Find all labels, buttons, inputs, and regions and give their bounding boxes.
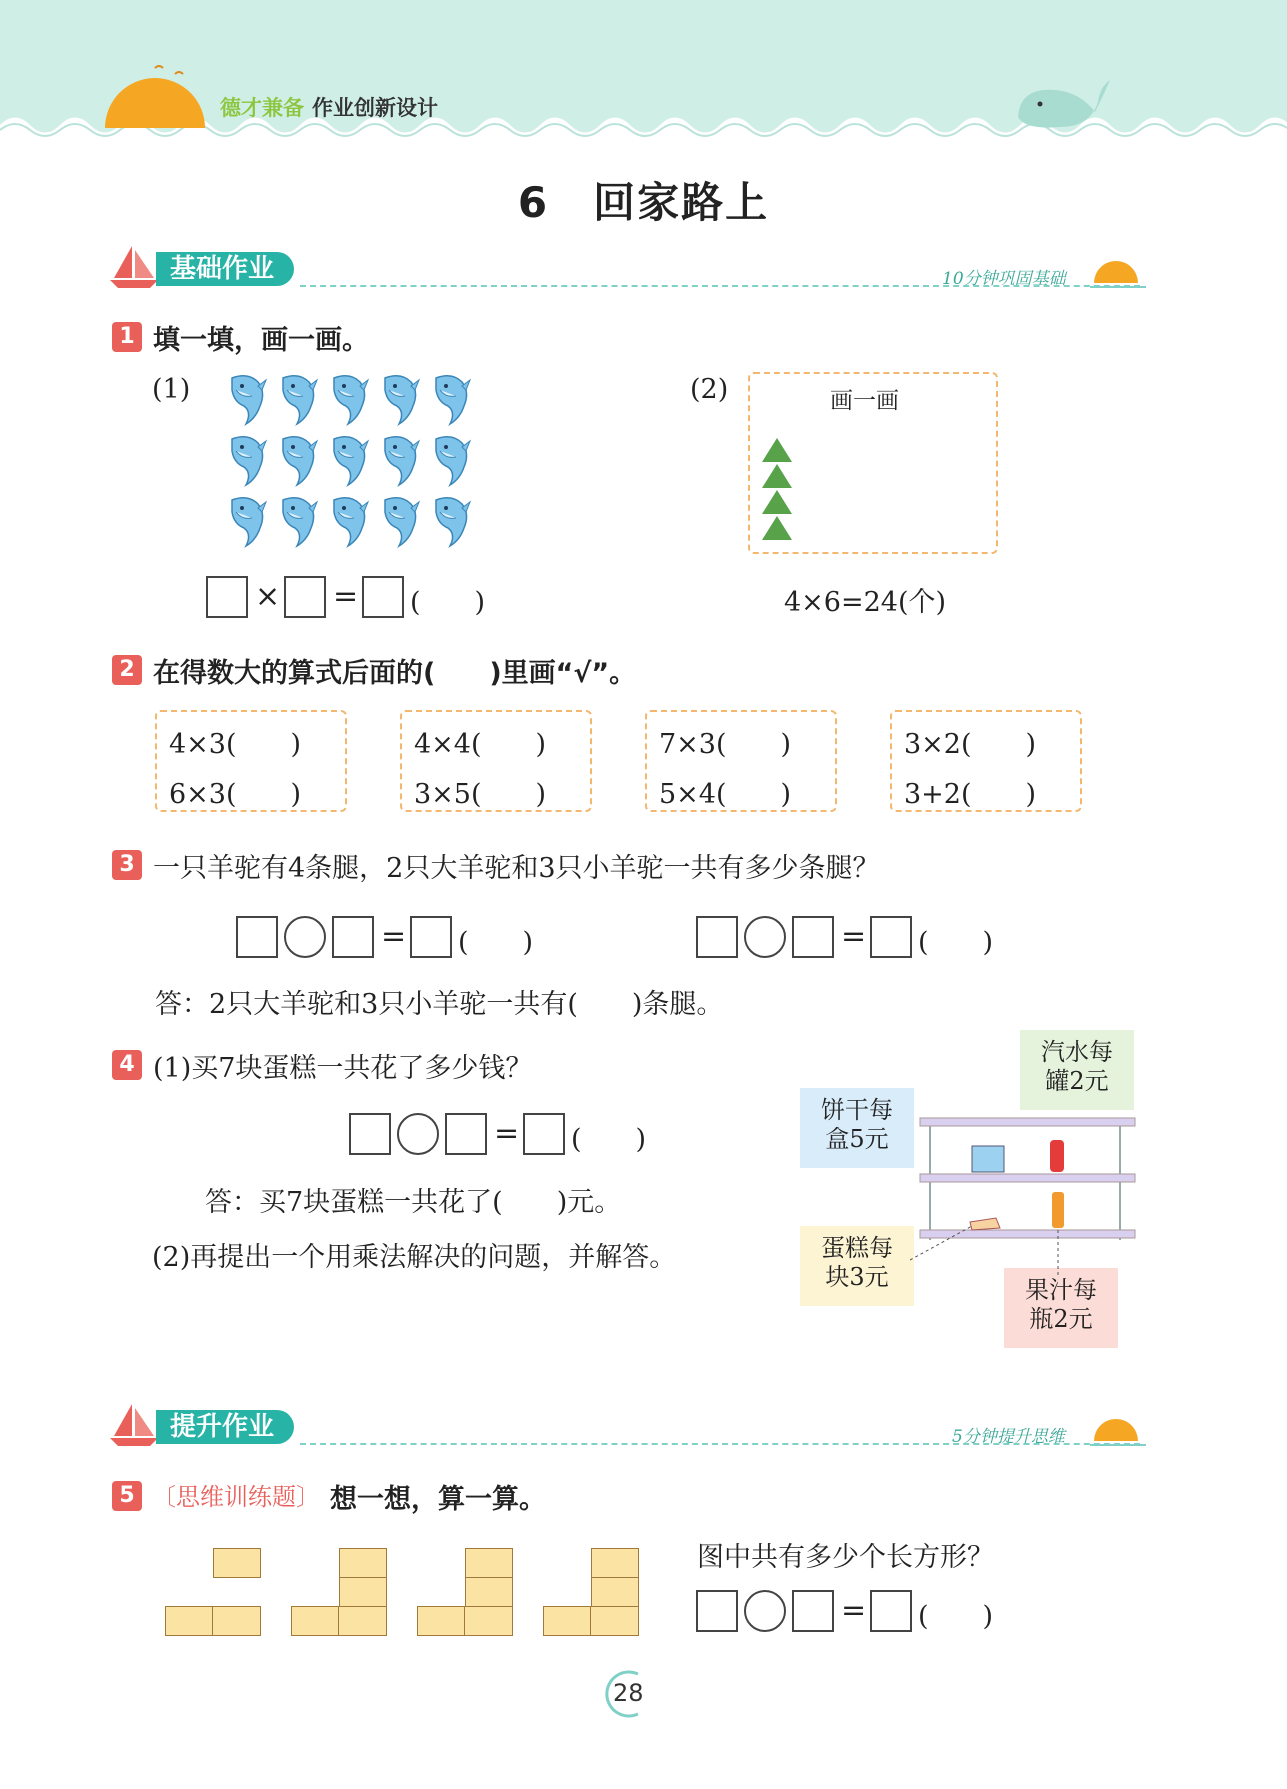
expression[interactable]: 3×2( ) bbox=[904, 729, 1037, 760]
expression[interactable]: 6×3( ) bbox=[169, 779, 302, 810]
unit-blank[interactable]: ( ) bbox=[571, 1124, 647, 1155]
rectangle bbox=[291, 1606, 339, 1636]
brand-text: 德才兼备 作业创新设计 bbox=[220, 96, 438, 120]
rectangle bbox=[339, 1548, 387, 1578]
dolphin-icon bbox=[273, 433, 319, 489]
triangle-icon bbox=[762, 464, 792, 488]
rectangle bbox=[464, 1606, 513, 1636]
answer-box[interactable] bbox=[410, 916, 452, 958]
operator-circle[interactable] bbox=[744, 1590, 786, 1632]
drawing-box[interactable] bbox=[748, 372, 998, 554]
answer-box[interactable] bbox=[362, 576, 404, 618]
rectangle bbox=[212, 1606, 261, 1636]
answer-box[interactable] bbox=[349, 1113, 391, 1155]
compare-group bbox=[645, 710, 837, 812]
times-sign: × bbox=[255, 579, 281, 614]
rectangle bbox=[213, 1548, 261, 1578]
question-text: 一只羊驼有4条腿，2只大羊驼和3只小羊驼一共有多少条腿？ bbox=[153, 853, 880, 884]
question-number: 2 bbox=[112, 655, 142, 685]
answer-box[interactable] bbox=[206, 576, 248, 618]
dolphin-icon bbox=[273, 494, 319, 550]
answer-box[interactable] bbox=[332, 916, 374, 958]
price-card-cake bbox=[800, 1226, 914, 1306]
rectangle-figure bbox=[417, 1548, 513, 1636]
section-basic-label: 基础作业 bbox=[156, 252, 294, 286]
unit-blank[interactable]: ( ) bbox=[918, 927, 994, 958]
equals-sign: = bbox=[333, 579, 359, 614]
rectangle bbox=[543, 1606, 591, 1636]
sun-icon bbox=[1090, 1411, 1146, 1451]
sub-label: (1) bbox=[152, 374, 191, 405]
answer-box[interactable] bbox=[236, 916, 278, 958]
dolphin-icon bbox=[426, 372, 472, 428]
rectangle bbox=[591, 1548, 639, 1578]
expression[interactable]: 4×3( ) bbox=[169, 729, 302, 760]
operator-circle[interactable] bbox=[744, 916, 786, 958]
card-line: 果汁每 bbox=[1025, 1276, 1097, 1304]
card-line: 瓶2元 bbox=[1029, 1305, 1093, 1333]
dolphin-icon bbox=[222, 372, 268, 428]
dolphin-icon bbox=[426, 494, 472, 550]
rectangle bbox=[465, 1548, 513, 1578]
operator-circle[interactable] bbox=[284, 916, 326, 958]
card-line: 蛋糕每 bbox=[821, 1234, 893, 1262]
dolphin-icon bbox=[324, 433, 370, 489]
dolphin-icon bbox=[324, 372, 370, 428]
question-text: 在得数大的算式后面的( )里画“√”。 bbox=[153, 658, 637, 689]
answer-box[interactable] bbox=[523, 1113, 565, 1155]
rectangle bbox=[591, 1577, 639, 1607]
expression[interactable]: 7×3( ) bbox=[659, 729, 792, 760]
dolphin-grid bbox=[222, 372, 482, 552]
expression[interactable]: 3×5( ) bbox=[414, 779, 547, 810]
sun-icon bbox=[1090, 253, 1146, 293]
sun-icon bbox=[100, 60, 210, 130]
price-card-soda bbox=[1020, 1030, 1134, 1110]
dolphin-icon bbox=[426, 433, 472, 489]
unit-blank[interactable]: ( ) bbox=[918, 1601, 994, 1632]
compare-group bbox=[890, 710, 1082, 812]
rectangle bbox=[338, 1606, 387, 1636]
section-basic-note: 10分钟巩固基础 bbox=[942, 269, 1066, 289]
expression[interactable]: 3+2( ) bbox=[904, 779, 1037, 810]
compare-group bbox=[155, 710, 347, 812]
equals-sign: = bbox=[841, 1593, 867, 1628]
price-card-juice bbox=[1004, 1268, 1118, 1348]
answer-box[interactable] bbox=[696, 916, 738, 958]
rectangle bbox=[339, 1577, 387, 1607]
draw-title: 画一画 bbox=[830, 388, 899, 414]
page-number: 28 bbox=[613, 1679, 644, 1707]
answer-box[interactable] bbox=[696, 1590, 738, 1632]
answer-box[interactable] bbox=[870, 1590, 912, 1632]
shelf-illustration bbox=[910, 1110, 1140, 1280]
dolphin-icon bbox=[375, 433, 421, 489]
question-number: 3 bbox=[112, 850, 142, 880]
triangle-icon bbox=[762, 516, 792, 540]
rectangle bbox=[590, 1606, 639, 1636]
section-advanced-label: 提升作业 bbox=[156, 1410, 294, 1444]
compare-group bbox=[400, 710, 592, 812]
card-line: 块3元 bbox=[825, 1263, 889, 1291]
dolphin-icon bbox=[273, 372, 319, 428]
question-number: 5 bbox=[112, 1481, 142, 1511]
card-line: 罐2元 bbox=[1045, 1067, 1109, 1095]
sailboat-icon bbox=[110, 244, 160, 288]
unit-blank[interactable]: ( ) bbox=[410, 587, 486, 618]
rectangle-figure bbox=[291, 1548, 387, 1636]
answer-box[interactable] bbox=[445, 1113, 487, 1155]
equals-sign: = bbox=[381, 919, 407, 954]
rectangle-figure bbox=[543, 1548, 639, 1636]
rectangle bbox=[417, 1606, 465, 1636]
sailboat-icon bbox=[110, 1402, 160, 1446]
answer-box[interactable] bbox=[792, 1590, 834, 1632]
card-line: 饼干每 bbox=[821, 1096, 893, 1124]
equals-sign: = bbox=[494, 1116, 520, 1151]
whale-icon bbox=[1010, 72, 1120, 132]
triangle-icon bbox=[762, 438, 792, 462]
section-advanced-note: 5分钟提升思维 bbox=[952, 1427, 1065, 1447]
price-card-biscuit bbox=[800, 1088, 914, 1168]
question-text: 填一填，画一画。 bbox=[153, 325, 369, 356]
dolphin-icon bbox=[375, 494, 421, 550]
dolphin-icon bbox=[324, 494, 370, 550]
card-line: 盒5元 bbox=[825, 1125, 889, 1153]
equals-sign: = bbox=[841, 919, 867, 954]
dolphin-icon bbox=[222, 494, 268, 550]
answer-line: 答：买7块蛋糕一共花了( )元。 bbox=[205, 1187, 622, 1218]
triangle-icon bbox=[762, 490, 792, 514]
question-text: (2)再提出一个用乘法解决的问题，并解答。 bbox=[152, 1242, 677, 1273]
question-text: (1)买7块蛋糕一共花了多少钱？ bbox=[153, 1053, 533, 1084]
answer-line: 答：2只大羊驼和3只小羊驼一共有( )条腿。 bbox=[155, 989, 724, 1020]
operator-circle[interactable] bbox=[397, 1113, 439, 1155]
rectangle bbox=[465, 1577, 513, 1607]
question-number: 4 bbox=[112, 1050, 142, 1080]
answer-box[interactable] bbox=[284, 576, 326, 618]
question-text: 想一想，算一算。 bbox=[330, 1484, 546, 1515]
dolphin-icon bbox=[375, 372, 421, 428]
sub-label: (2) bbox=[690, 374, 729, 405]
question-number: 1 bbox=[112, 322, 142, 352]
equation-text: 4×6=24(个) bbox=[784, 587, 947, 618]
dolphin-icon bbox=[222, 433, 268, 489]
question-tag: 〔思维训练题〕 bbox=[152, 1483, 320, 1511]
page-header-band bbox=[0, 0, 1287, 150]
answer-box[interactable] bbox=[792, 916, 834, 958]
expression[interactable]: 4×4( ) bbox=[414, 729, 547, 760]
expression[interactable]: 5×4( ) bbox=[659, 779, 792, 810]
question-text: 图中共有多少个长方形？ bbox=[697, 1542, 994, 1573]
unit-blank[interactable]: ( ) bbox=[458, 927, 534, 958]
answer-box[interactable] bbox=[870, 916, 912, 958]
rectangle bbox=[165, 1606, 213, 1636]
rectangle-figure bbox=[165, 1548, 261, 1636]
card-line: 汽水每 bbox=[1041, 1038, 1113, 1066]
page-title: 6 回家路上 bbox=[517, 178, 770, 227]
